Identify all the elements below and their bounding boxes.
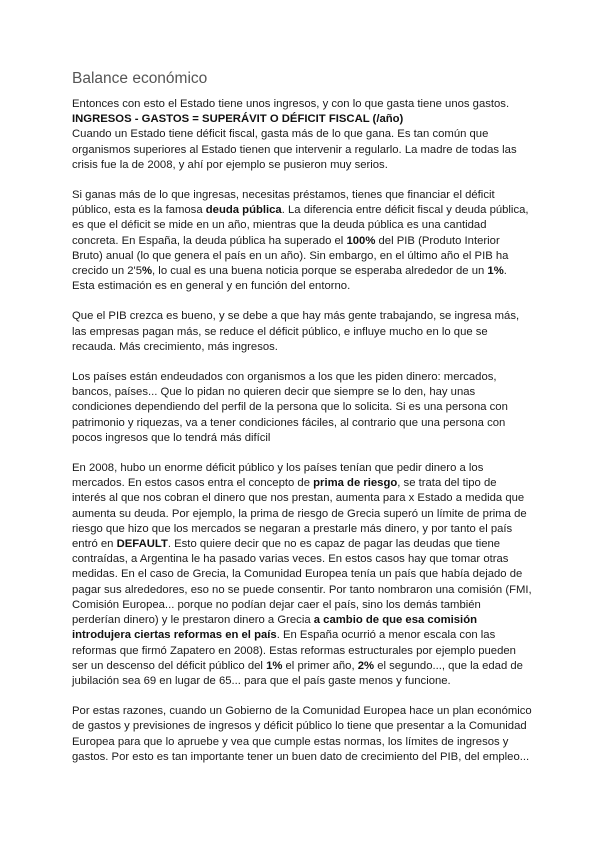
paragraph-plan-economico: Por estas razones, cuando un Gobierno de la Comunidad Europea hace un plan económico de gastos y previsiones de ingresos y déficit público lo tiene que presentar a la Comunidad Europea para que lo apruebe y vea que cumple estas normas, los límites de ingresos y gastos. Por esto es tan importante tener un buen dato de crecimiento del PIB, del empleo...	[72, 705, 532, 763]
intro-line: Entonces con esto el Estado tiene unos ingresos, y con lo que gasta tiene unos gastos.	[72, 98, 510, 110]
text-span: Si ganas más de lo que ingresas, necesitas préstamos, tienes que financiar el déficit público, esta es la famosa	[72, 189, 495, 217]
paragraph-pib: Que el PIB crezca es bueno, y se debe a que hay más gente trabajando, se ingresa más, las empresas pagan más, se reduce el déficit público, e influye mucho en lo que se recauda. Más crecimiento, más ingresos.	[72, 310, 520, 353]
text-span: , se trata del tipo de interés al que nos cobran el dinero que nos prestan, aumenta para x Estado a medida que aumenta su deuda. Por ejemplo, la prima de riesgo de Grecia superó un límite de prima de riesgo que hizo que los mercados se negaran a prestarle más dinero, y por tanto el país entró en	[72, 477, 527, 551]
bold-2-percent: 2%	[357, 659, 375, 672]
bold-default: DEFAULT	[116, 538, 168, 551]
text-span: . Esto quiere decir que no es capaz de pagar las deudas que tiene contraídas, a Argentina le ha pasado varias veces. En estos casos hay que tomar otras medidas. En el caso de Grecia, la Comunidad Europea tenía un país que había dejado de pagar sus alrededores, eso no se puede consentir. Por tanto nombraron una comisión (FMI, Comisión Europea... porque no podían dejar caer el país, sino los demás también perderían dinero) y le prestaron dinero a Grecia	[72, 538, 532, 627]
page-title: Balance económico	[72, 70, 208, 87]
text-span: . La diferencia entre déficit fiscal y deuda pública, es que el déficit se mide en un año, mientras que la deuda pública es una cantidad concreta. En España, la deuda pública ha superado el	[72, 204, 529, 247]
bold-a-cambio: a cambio de que esa comisión introdujera ciertas reformas en el país	[72, 614, 477, 642]
text-span: el segundo..., que la edad de jubilación sea 69 en lugar de 65... para que el país gaste menos y funcione.	[72, 659, 523, 687]
text-span: . En España ocurrió a menor escala con las reformas que firmó Zapatero en 2008). Estas reformas estructurales por ejemplo pueden ser un descenso del déficit público del	[72, 629, 516, 672]
text-span: del PIB (Produto Interior Bruto) anual (lo que genera el país en un año). Sin embargo, en el último año el PIB ha crecido un 2'5	[72, 234, 509, 278]
paragraph-intro: Cuando un Estado tiene déficit fiscal, gasta más de lo que gana. Es tan común que organismos superiores al Estado tienen que intervenir a regularlo. La madre de todas las crisis fue la de 2008, y ahí por ejemplo se pusieron muy serios.	[72, 128, 517, 171]
bold-percent: %	[141, 265, 153, 278]
formula-line	[72, 112, 532, 127]
formula-text: INGRESOS - GASTOS = SUPERÁVIT O DÉFICIT FISCAL (/año)	[72, 113, 404, 126]
bold-prima-de-riesgo: prima de riesgo	[313, 477, 398, 490]
document-page	[72, 70, 532, 780]
bold-1-percent: 1%	[266, 659, 283, 672]
bold-100: 100%	[346, 234, 376, 247]
text-span: , lo cual es una buena noticia porque se esperaba alrededor de un	[152, 265, 488, 278]
paragraph-deuda	[72, 188, 532, 294]
text-span: . Esta estimación es en general y en función del entorno.	[72, 265, 507, 293]
paragraph-endeudados: Los países están endeudados con organismos a los que les piden dinero: mercados, bancos, países... Que lo pidan no quieren decir que siempre se lo den, hay unas condiciones dependiendo del perfil de la persona que lo solicita. Si es una persona con patrimonio y riquezas, va a tener condiciones fáciles, al contrario que una persona con pocos ingresos que lo tendrá más difícil	[72, 371, 508, 444]
text-span: En 2008, hubo un enorme déficit público y los países tenían que pedir dinero a los mercados. En estos casos entra el concepto de	[72, 462, 484, 490]
bold-1-percent: 1%	[487, 265, 504, 278]
paragraph-prima-riesgo	[72, 461, 532, 689]
bold-deuda-publica: deuda pública	[205, 204, 282, 217]
text-span: el primer año,	[282, 659, 358, 672]
